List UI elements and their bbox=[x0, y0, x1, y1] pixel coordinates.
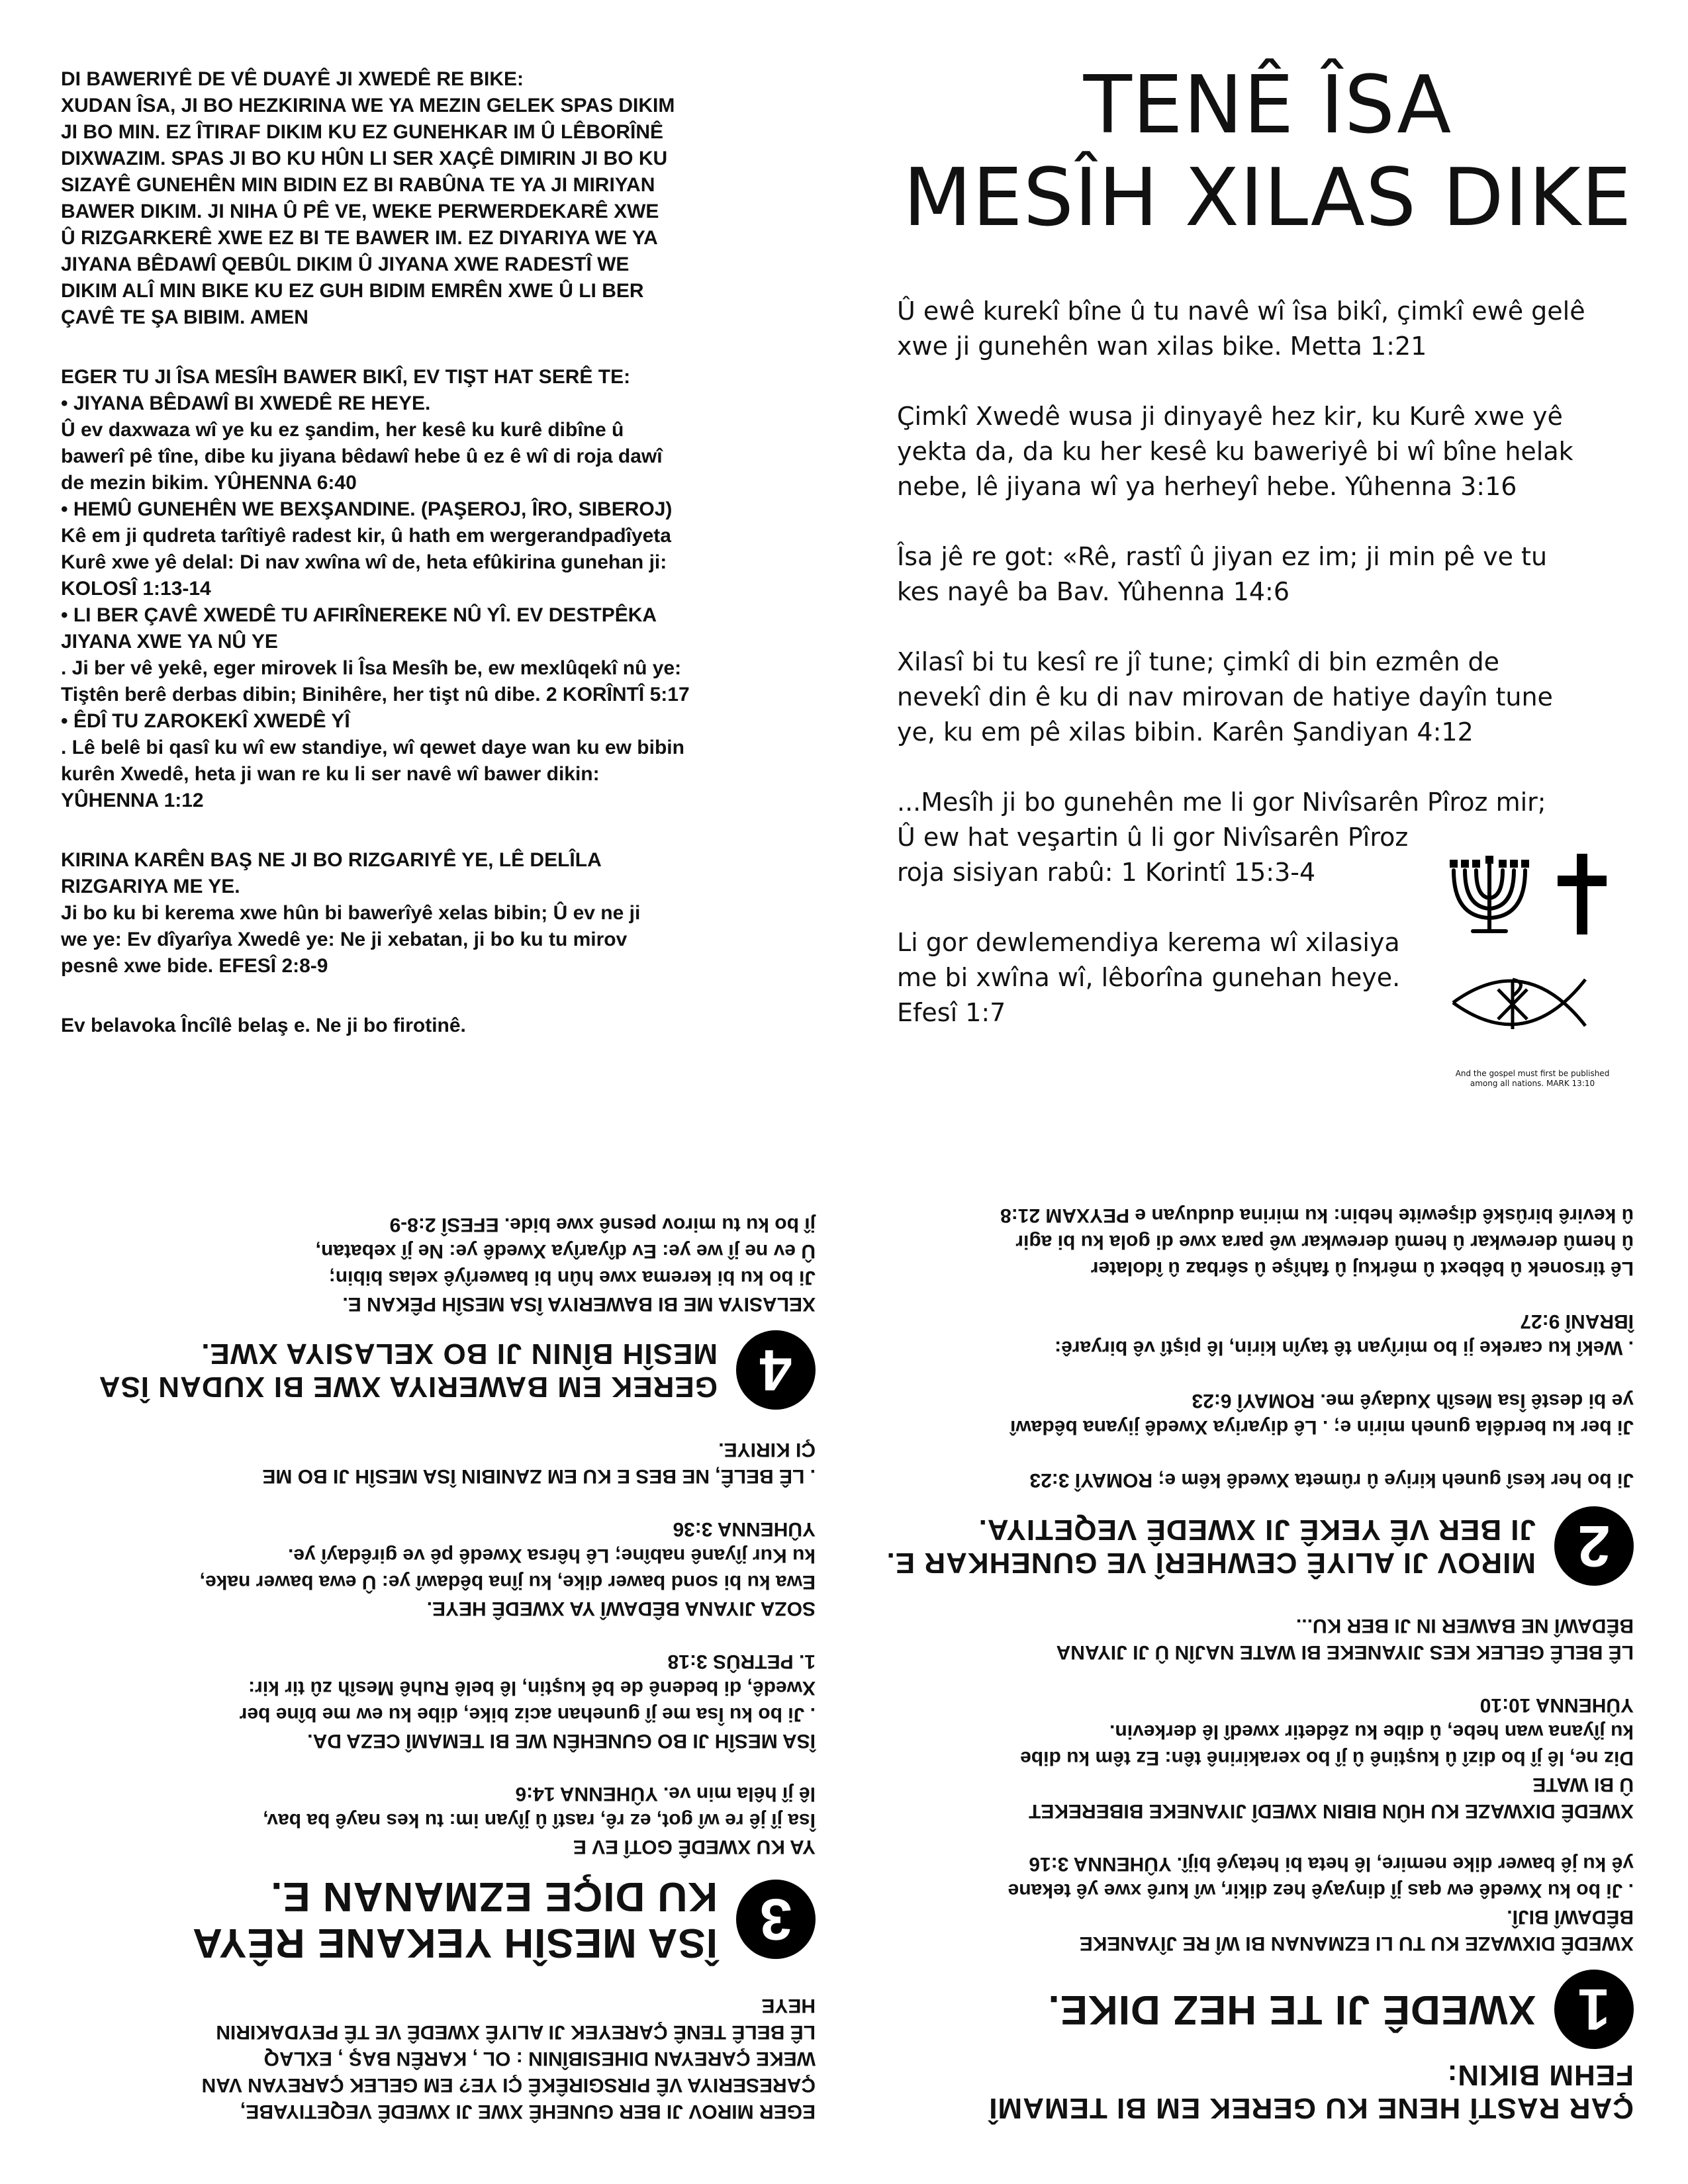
body-line: . LÊ BELÊ, NE BES E KU EM ZANIBIN ÎSA MESÎH JI BO ME bbox=[262, 1465, 816, 1487]
prayer-line: JIYANA BÊDAWÎ QEBÛL DIKIM Û JIYANA XWE RADESTÎ WE bbox=[61, 253, 630, 275]
grace-block bbox=[61, 847, 816, 979]
body-line: YA KU XWEDÊ GOTÎ EV E bbox=[573, 1836, 816, 1858]
believe-line: • ÊDÎ TU ZAROKEKÎ XWEDÊ YÎ bbox=[61, 710, 350, 732]
section-title-line: GEREK EM BAWERIYA XWE BI XUDAN ÎSA bbox=[98, 1371, 718, 1403]
cover-panel bbox=[897, 60, 1638, 1088]
prayer-line: DIKIM ALÎ MIN BIKE KU EZ GUH BIDIM EMRÊN XWE Û LI BER bbox=[61, 280, 644, 302]
verse-line: Li gor dewlemendiya kerema wî xilasiya bbox=[897, 928, 1400, 957]
body-line: 1. PETRÛS 3:18 bbox=[667, 1651, 816, 1672]
body-line: XWEDÊ DIXWAZE KU TU LI EZMANAN BI WÎ RE JÎYANEKE bbox=[1079, 1933, 1634, 1954]
section-body bbox=[872, 1387, 1634, 1440]
body-line: Ewa ku bi sond bawer dike, ku jîna bêdawî ye: Û ewa bawer nake, bbox=[199, 1571, 816, 1593]
body-line: . Ji bo ku Xwedê ew qas jî dinyayê hez dikir, wî kurê xwe yê tekane bbox=[1008, 1880, 1634, 1901]
body-line: XELASIYA ME BI BAWERIYA ÎSA MESÎH PÊKAN E. bbox=[342, 1293, 816, 1315]
section-title bbox=[192, 1873, 718, 1966]
faith-symbols bbox=[1446, 850, 1618, 1089]
body-line: Ji bo her kesî guneh kiriye û rûmeta Xwedê kêm e; ROMAYÎ 3:23 bbox=[1029, 1469, 1634, 1491]
section-3-intro bbox=[61, 1992, 816, 2124]
verse-block bbox=[897, 539, 1638, 610]
body-line: SOZA JIYANA BÊDAWÎ YA XWEDÊ HEYE. bbox=[426, 1598, 816, 1619]
body-line: BÊDAWÎ BIJÎ. bbox=[1507, 1906, 1634, 1928]
believe-line: • LI BER ÇAVÊ XWEDÊ TU AFIRÎNEREKE NÛ YÎ. EV DESTPÊKA bbox=[61, 604, 657, 626]
verse-line: roja sisiyan rabû: 1 Korintî 15:3-4 bbox=[897, 858, 1316, 887]
body-line: ÇI KIRIYE. bbox=[718, 1439, 816, 1461]
body-line: YÛHENNA 3:36 bbox=[673, 1518, 816, 1540]
panel-sections-1-2 bbox=[872, 1171, 1634, 2124]
believe-line: YÛHENNA 1:12 bbox=[61, 790, 204, 811]
believe-line: . Lê belê bi qasî ku wî ew standiye, wî qewet daye wan ku ew bibin bbox=[61, 737, 684, 758]
section-title-line: MESÎH BÎNIN JI BO XELASIYA XWE. bbox=[201, 1338, 718, 1370]
body-line: Diz ne, lê jî bo dizî û kuştinê û jî bo xerakirinê tên: Ez têm ku dibe bbox=[1020, 1747, 1634, 1769]
verse-block bbox=[897, 645, 1638, 750]
prayer-block bbox=[61, 66, 816, 331]
section-title-line: JI BER VÊ YEKÊ JI XWEDÊ VEQETIYA. bbox=[978, 1514, 1536, 1546]
body-line: YÛHENNA 10:10 bbox=[1479, 1694, 1634, 1716]
believe-line: . Ji ber vê yekê, eger mirovek li Îsa Mesîh be, ew mexlûqekî nû ye: bbox=[61, 657, 682, 679]
verse-line: ...Mesîh ji bo gunehên me li gor Nivîsarên Pîroz mir; bbox=[897, 788, 1546, 817]
body-line: jî bo ku tu mirov pesnê xwe bide. EFESÎ 2:8-9 bbox=[389, 1214, 816, 1236]
believe-line: Û ev daxwaza wî ye ku ez şandim, her kesê ku kurê dibîne û bbox=[61, 419, 624, 441]
cross-icon bbox=[1552, 850, 1612, 936]
intro-line: HEYE bbox=[761, 1995, 816, 2017]
body-line: lê jî hêla min ve. YÛHENNA 14:6 bbox=[515, 1783, 816, 1805]
section-body bbox=[61, 1211, 816, 1317]
cover-title-line: TENÊ ÎSA bbox=[1083, 60, 1452, 152]
body-line: û hemû derewkar û hemû derewkar wê para xwe di gola ku bi agir bbox=[1015, 1231, 1634, 1253]
section-title-line: MIROV JI ALIYÊ CEWHERÎ VE GUNEHKAR E. bbox=[886, 1547, 1536, 1579]
section-body bbox=[61, 1780, 816, 1860]
verse-line: yekta da, da ku her kesê ku baweriyê bi wî bîne helak bbox=[897, 437, 1573, 466]
verse-line: ye, ku em pê xilas bibin. Karên Şandiyan 4:12 bbox=[897, 717, 1474, 747]
prayer-line: DIXWAZIM. SPAS JI BO KU HÛN LI SER XAÇÊ DIMIRIN JI BO KU bbox=[61, 148, 668, 169]
section-body bbox=[872, 1308, 1634, 1361]
body-line: Û ev ne jî we ye: Ev dîyarîya Xwedê ye: Ne jî xebatan, bbox=[315, 1240, 816, 1262]
believe-line: EGER TU JI ÎSA MESÎH BAWER BIKÎ, EV TIŞT HAT SERÊ TE: bbox=[61, 366, 631, 388]
symbols-caption bbox=[1446, 1069, 1618, 1089]
four-truths-heading bbox=[872, 2058, 1634, 2124]
verse-line: Îsa jê re got: «Rê, rastî û jiyan ez im; ji min pê ve tu bbox=[897, 542, 1548, 571]
body-line: ku Kur jîyanê nabîne; Lê hêrsa Xwedê pê ve girêdayî ye. bbox=[288, 1545, 816, 1567]
prayer-line: SIZAYÊ GUNEHÊN MIN BIDIN EZ BI RABÛNA TE YA JI MIRIYAN bbox=[61, 174, 655, 196]
section-1-heading bbox=[872, 1970, 1634, 2049]
believe-line: • JIYANA BÊDAWÎ BI XWEDÊ RE HEYE. bbox=[61, 392, 431, 414]
section-number-badge: 3 bbox=[736, 1880, 816, 1959]
grace-line: pesnê xwe bide. EFESÎ 2:8-9 bbox=[61, 955, 328, 977]
heading-line: ÇAR RASTÎ HENE KU GEREK EM BI TEMAMÎ bbox=[988, 2092, 1634, 2124]
prayer-line: XUDAN ÎSA, JI BO HEZKIRINA WE YA MEZIN GELEK SPAS DIKIM bbox=[61, 95, 675, 116]
intro-line: EGER MIROV JI BER GUNEHÊ XWE JI XWEDÊ VEQETIYABE, bbox=[240, 2101, 816, 2122]
section-body bbox=[61, 1436, 816, 1489]
body-line: Û BI WATE bbox=[1532, 1774, 1634, 1796]
verse-line: nebe, lê jiyana wî ya herheyî hebe. Yûhenna 3:16 bbox=[897, 472, 1517, 501]
section-3-heading bbox=[61, 1873, 816, 1966]
prayer-line: Û RIZGARKERÊ XWE EZ BI TE BAWER IM. EZ DIYARIYA WE YA bbox=[61, 227, 658, 249]
verse-line: kes nayê ba Bav. Yûhenna 14:6 bbox=[897, 577, 1290, 606]
panel-sections-3-4 bbox=[61, 1165, 816, 2124]
prayer-line: JI BO MIN. EZ ÎTIRAF DIKIM KU EZ GUNEHKAR IM Û LÊBORÎNÊ bbox=[61, 121, 664, 143]
body-line: . Ji bo ku Îsa me jî gunehan aciz bike, dibe ku ew me bîne ber bbox=[239, 1704, 816, 1725]
section-body bbox=[61, 1648, 816, 1754]
section-title-line: ÎSA MESÎH YEKANE RÊYA bbox=[192, 1920, 718, 1966]
prayer-line: DI BAWERIYÊ DE VÊ DUAYÊ JI XWEDÊ RE BIKE: bbox=[61, 68, 524, 90]
verse-line: Û ew hat veşartin û li gor Nivîsarên Pîroz bbox=[897, 823, 1409, 852]
menorah-icon bbox=[1446, 850, 1532, 936]
believe-line: Tiştên berê derbas dibin; Binihêre, her tişt nû dibe. 2 KORÎNTÎ 5:17 bbox=[61, 684, 690, 705]
believe-line: Kurê xwe yê delal: Di nav xwîna wî de, heta efûkirina gunehan ji: bbox=[61, 551, 667, 573]
cover-title bbox=[897, 60, 1638, 245]
section-body bbox=[872, 1692, 1634, 1824]
grace-line: Ji bo ku bi kerema xwe hûn bi bawerîyê xelas bibin; Û ev ne ji bbox=[61, 902, 641, 924]
cover-title-line: MESÎH XILAS DIKE bbox=[903, 152, 1632, 244]
section-title: XWEDÊ JI TE HEZ DIKE. bbox=[1047, 1987, 1536, 2032]
verse-block bbox=[897, 294, 1638, 364]
intro-line: LÊ BELÊ TENÊ ÇAREYEK JI ALIYÊ XWEDÊ VE TÊ PEYDAKIRIN bbox=[216, 2021, 816, 2043]
caption-line: And the gospel must first be published bbox=[1455, 1069, 1610, 1078]
grace-line: we ye: Ev dîyarîya Xwedê ye: Ne ji xebatan, ji bo ku tu mirov bbox=[61, 929, 628, 950]
body-line: LÊ BELÊ GELEK KES JIYANEKE BI WATE NAJÎN Û JI JIYANA bbox=[1056, 1641, 1634, 1663]
heading-line: FEHM BIKIN: bbox=[1446, 2059, 1634, 2091]
believe-line: • HEMÛ GUNEHÊN WE BEXŞANDINE. (PAŞEROJ, ÎRO, SIBEROJ) bbox=[61, 498, 673, 520]
verse-line: xwe ji gunehên wan xilas bike. Metta 1:21 bbox=[897, 332, 1427, 361]
verse-line: nevekî din ê ku di nav mirovan de hatiye dayîn tune bbox=[897, 682, 1553, 711]
free-tract-note: Ev belavoka Încîlê belaş e. Ne ji bo firotinê. bbox=[61, 1015, 466, 1036]
verse-line: Xilasî bi tu kesî re jî tune; çimkî di bin ezmên de bbox=[897, 647, 1500, 676]
prayer-panel bbox=[61, 66, 816, 1039]
section-2-heading bbox=[872, 1506, 1634, 1586]
intro-line: WEKE ÇAREYAN DIHESIBÎNIN : OL , KARÊN BAŞ , EXLAQ bbox=[263, 2048, 816, 2070]
section-body bbox=[61, 1516, 816, 1621]
section-title bbox=[886, 1513, 1536, 1579]
grace-line: KIRINA KARÊN BAŞ NE JI BO RIZGARIYÊ YE, LÊ DELÎLA bbox=[61, 849, 602, 871]
verse-block bbox=[897, 399, 1638, 504]
intro-line: ÇARESERIYA VÊ PIRSGIRÊKÊ ÇI YE? EM GELEK ÇAREYAN VAN bbox=[201, 2074, 816, 2096]
believe-line: de mezin bikim. YÛHENNA 6:40 bbox=[61, 472, 357, 494]
grace-line: RIZGARIYA ME YE. bbox=[61, 876, 240, 897]
body-line: Ji bo ku bi kerema xwe hûn bi bawerîyê xelas bibin; bbox=[328, 1267, 816, 1289]
section-body bbox=[872, 1612, 1634, 1665]
believe-line: KOLOSÎ 1:13-14 bbox=[61, 578, 211, 600]
section-title-line: KU DIÇE EZMANAN E. bbox=[270, 1874, 718, 1919]
body-line: BÊDAWÎ NE BAWER IN JI BER KU... bbox=[1295, 1615, 1634, 1637]
body-line: Xwedê, di bedenê de bê kuştin, lê belê Ruhê Mesîh zû tir kir: bbox=[248, 1677, 816, 1699]
body-line: ku jîyana wan hebe, û dibe ku zêdetir xwedî lê derkevin. bbox=[1109, 1721, 1634, 1743]
body-line: ÎBRANÎ 9:27 bbox=[1520, 1310, 1634, 1332]
body-line: ÎSA MESÎH JI BO GUNEHÊN WE BI TEMAMÎ CEZA DA. bbox=[307, 1730, 816, 1752]
verse-line: Çimkî Xwedê wusa ji dinyayê hez kir, ku Kurê xwe yê bbox=[897, 402, 1563, 431]
section-title bbox=[99, 1337, 718, 1403]
believe-line: bawerî pê tîne, dibe ku jiyana bêdawî hebe û ez ê wî di roja dawî bbox=[61, 445, 663, 467]
prayer-line: ÇAVÊ TE ŞA BIBIM. AMEN bbox=[61, 306, 308, 328]
body-line: û kevirê birûskê dişewite hebin: ku mirina duduyan e PEYXAM 21:8 bbox=[1000, 1205, 1634, 1226]
verse-line: me bi xwîna wî, lêborîna gunehan heye. bbox=[897, 963, 1401, 992]
body-line: . Wekî ku careke ji bo mirîyan tê tayîn kirin, lê piştî vê biryarê: bbox=[1055, 1337, 1634, 1359]
section-body bbox=[872, 1467, 1634, 1493]
verse-line: Û ewê kurekî bîne û tu navê wî îsa bikî, çimkî ewê gelê bbox=[897, 296, 1585, 326]
believe-line: JIYANA XWE YA NÛ YE bbox=[61, 631, 278, 653]
body-line: Ji ber ku berdêla guneh mirin e; . Lê diyariya Xwedê jiyana bêdawî bbox=[1010, 1416, 1634, 1438]
body-line: XWEDÊ DIXWAZE KU HÛN BIBIN XWEDÎ JIYANEKE BIBEREKET bbox=[1029, 1800, 1634, 1822]
section-number-badge: 1 bbox=[1554, 1970, 1634, 2049]
caption-line: among all nations. MARK 13:10 bbox=[1470, 1079, 1595, 1088]
believe-block bbox=[61, 364, 816, 814]
ichthys-chirho-icon bbox=[1446, 963, 1612, 1042]
believe-line: kurên Xwedê, heta ji wan re ku li ser navê wî bawer dikin: bbox=[61, 763, 600, 785]
section-body bbox=[872, 1202, 1634, 1281]
section-number-badge: 4 bbox=[736, 1330, 816, 1410]
section-number-badge: 2 bbox=[1554, 1506, 1634, 1586]
verse-line: Efesî 1:7 bbox=[897, 998, 1006, 1027]
section-4-heading bbox=[61, 1330, 816, 1410]
body-line: Lê tirsonek û bêbext û mêrkuj û fahîşe û sêrbaz û îdolater bbox=[1090, 1257, 1634, 1279]
body-line: yê ku jê bawer dike nemire, lê heta bi hetayê bijî. YÛHENNA 3:16 bbox=[1029, 1853, 1634, 1875]
body-line: Îsa jî jê re wî got, ez rê, rastî û jîyan im: tu kes nayê ba bav, bbox=[263, 1809, 816, 1831]
prayer-line: BAWER DIKIM. JI NIHA Û PÊ VE, WEKE PERWERDEKARÊ XWE bbox=[61, 201, 659, 222]
believe-line: Kê em ji qudreta tarîtiyê radest kir, û hath em wergerandpadîyeta bbox=[61, 525, 671, 547]
body-line: ye bi destê Îsa Mesîh Xudayê me. ROMAYÎ 6:23 bbox=[1192, 1390, 1634, 1412]
section-body bbox=[872, 1850, 1634, 1956]
